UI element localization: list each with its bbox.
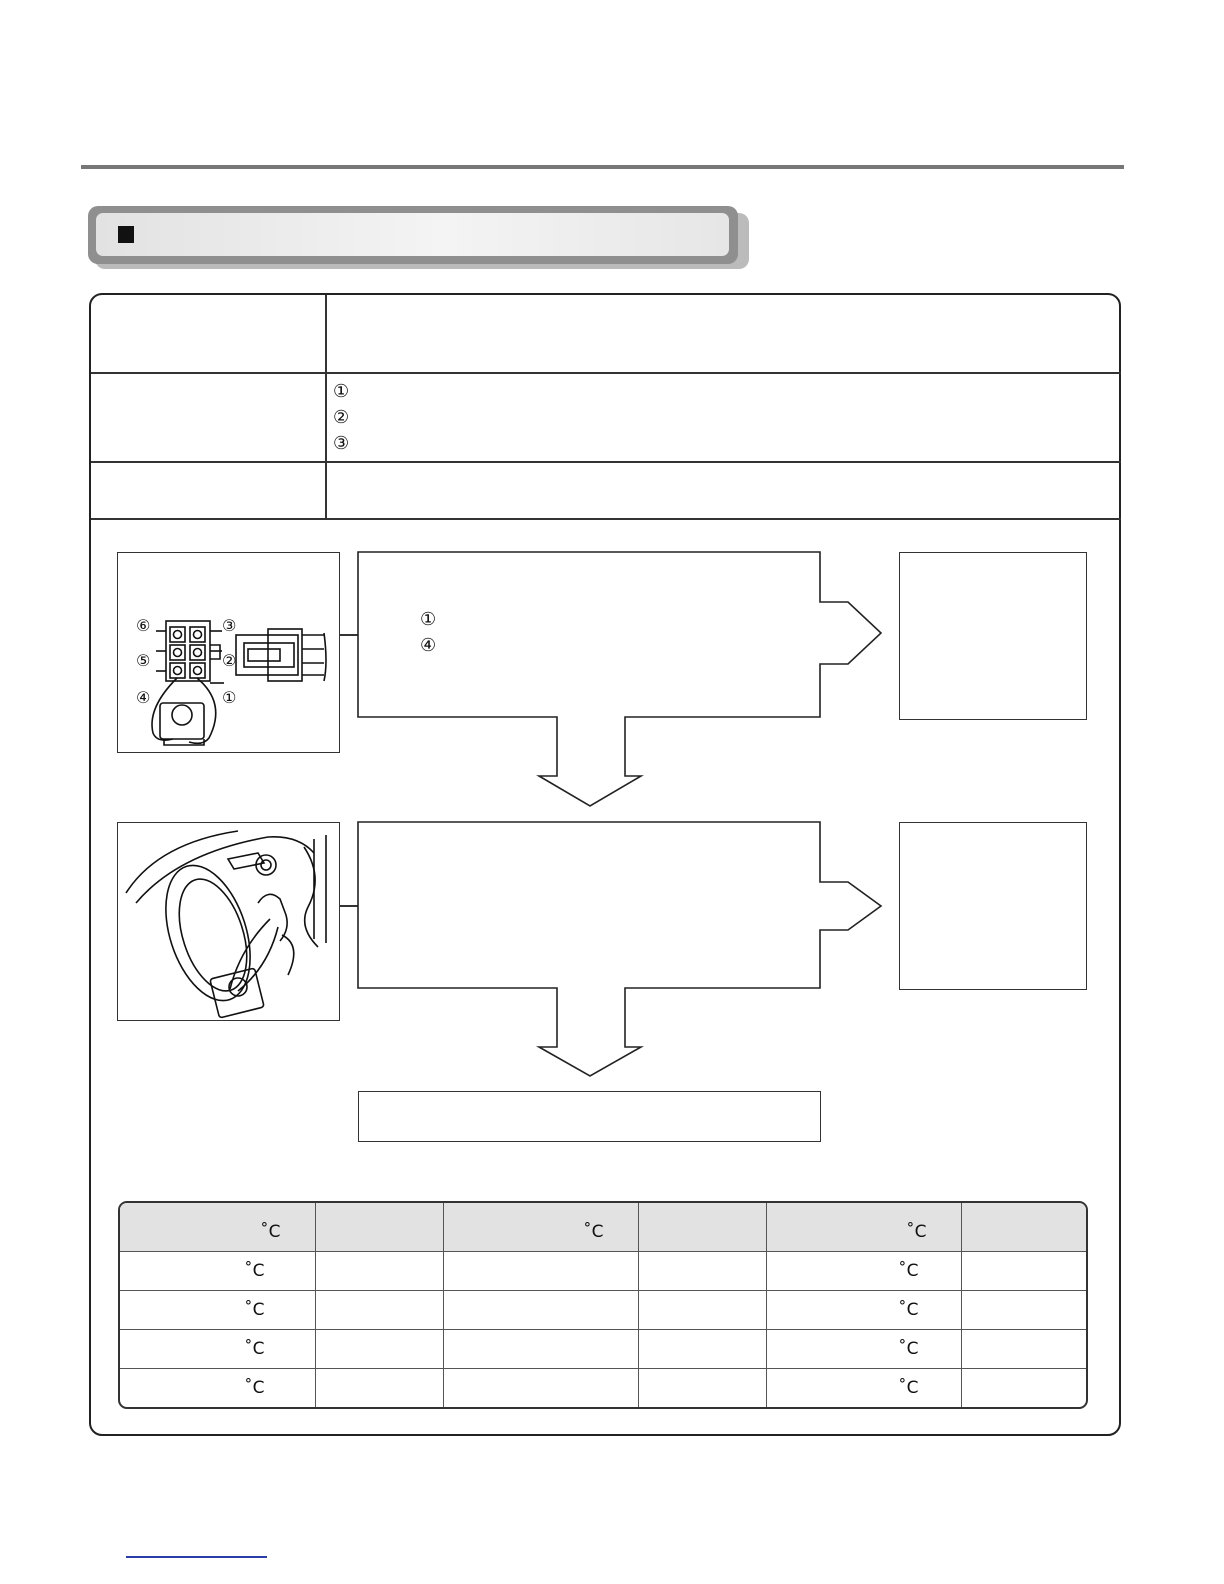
table-row xyxy=(120,1330,1088,1369)
final-step-box xyxy=(358,1091,821,1142)
cell-resistance xyxy=(638,1369,766,1407)
header-temperature-2: ˚C xyxy=(443,1203,638,1252)
cell-temperature: ˚C xyxy=(120,1291,315,1330)
info-marker-3: ③ xyxy=(333,433,350,454)
cell-resistance xyxy=(961,1252,1088,1291)
cell-resistance xyxy=(638,1252,766,1291)
step-1-result-box xyxy=(899,552,1087,720)
step-2-result-box xyxy=(899,822,1087,990)
info-row-divider xyxy=(91,518,1121,520)
cell-temperature: ˚C xyxy=(766,1369,961,1407)
cell-resistance xyxy=(961,1369,1088,1407)
cell-resistance xyxy=(638,1330,766,1369)
step-1-marker-4: ④ xyxy=(420,635,437,656)
section-banner-body xyxy=(96,213,729,256)
cell-resistance xyxy=(961,1291,1088,1330)
pin-5-label: ⑤ xyxy=(136,651,151,670)
cell-resistance xyxy=(315,1291,443,1330)
pin-6-label: ⑥ xyxy=(136,616,151,635)
connector-icon xyxy=(118,553,341,754)
table-header-row xyxy=(120,1203,1088,1252)
cell-temperature: ˚C xyxy=(766,1291,961,1330)
temperature-resistance-table xyxy=(118,1201,1088,1409)
table-row xyxy=(120,1369,1088,1407)
header-resistance-3 xyxy=(961,1203,1088,1252)
table-row xyxy=(120,1252,1088,1291)
pin-3-label: ③ xyxy=(222,616,237,635)
step-1-flow-box xyxy=(355,550,890,810)
info-marker-1: ① xyxy=(333,381,350,402)
cell-resistance xyxy=(315,1369,443,1407)
info-column-divider xyxy=(325,295,327,519)
section-marker-icon xyxy=(118,226,134,243)
probe-illustration xyxy=(117,822,340,1021)
cell-temperature xyxy=(443,1369,638,1407)
info-row-divider xyxy=(91,372,1121,374)
pin-4-label: ④ xyxy=(136,688,151,707)
cell-temperature xyxy=(443,1252,638,1291)
header-temperature-1: ˚C xyxy=(120,1203,315,1252)
cell-resistance xyxy=(315,1252,443,1291)
info-marker-2: ② xyxy=(333,407,350,428)
header-temperature-3: ˚C xyxy=(766,1203,961,1252)
info-row-divider xyxy=(91,461,1121,463)
cell-temperature: ˚C xyxy=(766,1330,961,1369)
header-resistance-2 xyxy=(638,1203,766,1252)
table-row xyxy=(120,1291,1088,1330)
cell-resistance xyxy=(638,1291,766,1330)
cell-temperature: ˚C xyxy=(120,1330,315,1369)
cell-temperature: ˚C xyxy=(766,1252,961,1291)
header-resistance-1 xyxy=(315,1203,443,1252)
cell-temperature xyxy=(443,1330,638,1369)
cell-temperature: ˚C xyxy=(120,1369,315,1407)
cell-temperature: ˚C xyxy=(120,1252,315,1291)
cell-resistance xyxy=(961,1330,1088,1369)
connector-diagram xyxy=(117,552,340,753)
thermistor-probe-icon xyxy=(118,823,341,1022)
top-rule xyxy=(81,165,1124,169)
cell-resistance xyxy=(315,1330,443,1369)
footer-link-underline[interactable] xyxy=(126,1556,267,1558)
pin-2-label: ② xyxy=(222,651,237,670)
step-1-marker-1: ① xyxy=(420,609,437,630)
step-2-flow-box xyxy=(355,820,890,1080)
cell-temperature xyxy=(443,1291,638,1330)
pin-1-label: ① xyxy=(222,688,237,707)
